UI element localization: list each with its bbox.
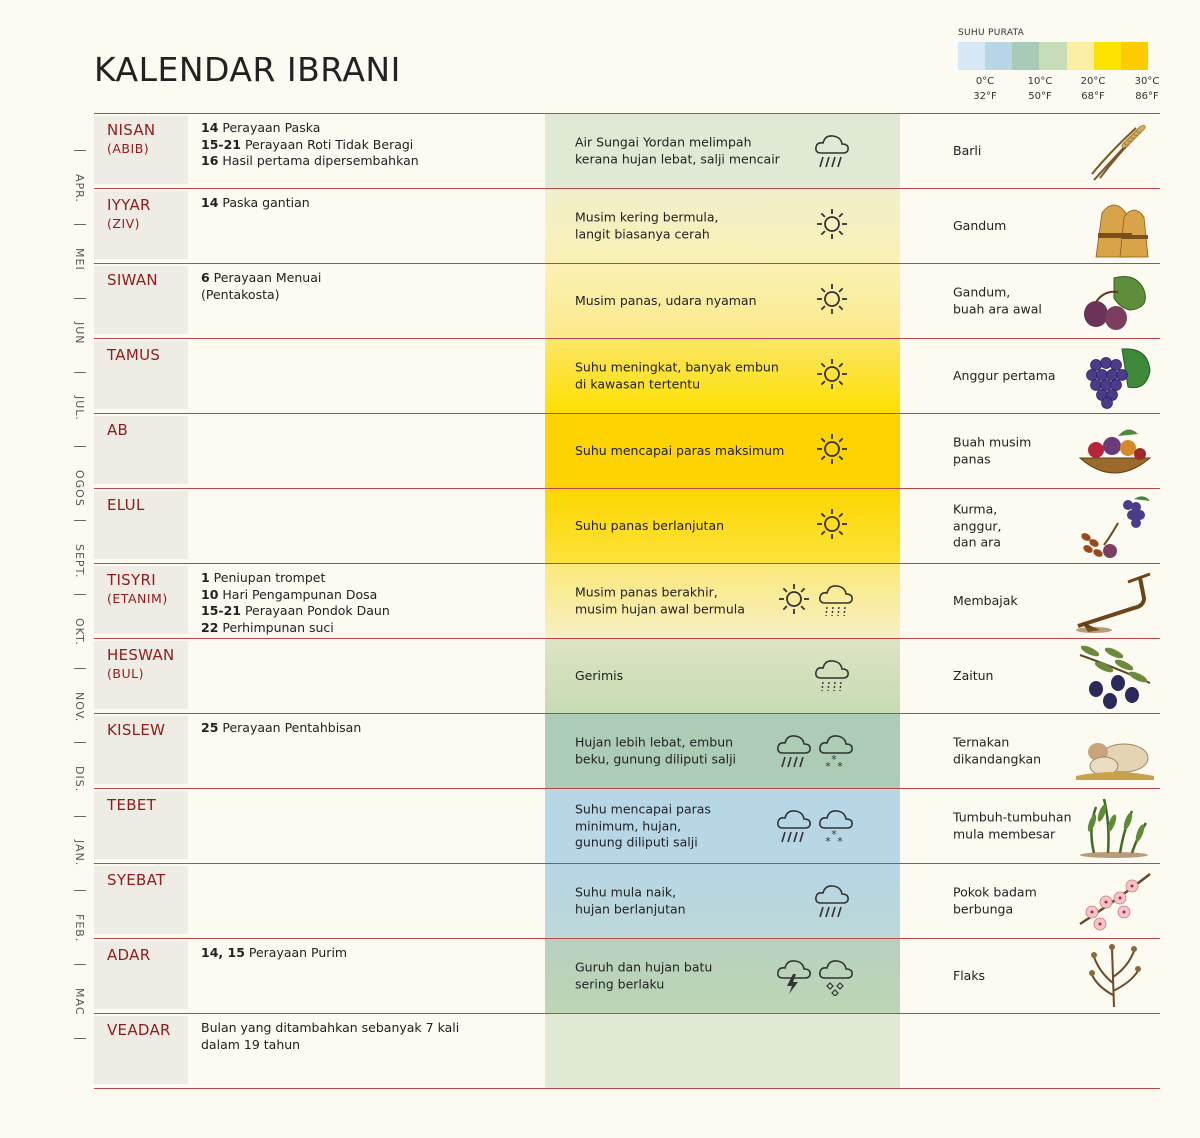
- event-text: Hari Pengampunan Dosa: [218, 586, 378, 602]
- harvest-line: anggur,: [953, 517, 1002, 533]
- weather-icons: [774, 789, 894, 863]
- hebrew-month-name: IYYAR: [107, 196, 151, 214]
- axis-tick: [74, 890, 86, 891]
- axis-tick: [74, 446, 86, 447]
- svg-text:*: *: [831, 828, 837, 841]
- harvest-activity: [953, 668, 1093, 685]
- event-text: Peniupan trompet: [209, 570, 326, 585]
- barley-icon: [1074, 118, 1156, 184]
- svg-text:*: *: [837, 835, 843, 846]
- month-row-heswan: [94, 638, 1160, 713]
- legend-label: 20°C 68°F: [1080, 76, 1106, 102]
- harvest-line: dan ara: [953, 534, 1001, 550]
- weather-line: Suhu mencapai paras maksimum: [575, 442, 785, 458]
- snow-icon: [818, 806, 856, 846]
- fig-icon: [1074, 268, 1156, 334]
- month-name-cell: [94, 791, 188, 859]
- harvest-activity: [953, 593, 1093, 610]
- harvest-line: Tumbuh-tumbuhan: [953, 809, 1072, 825]
- weather-icons: [774, 564, 894, 638]
- harvest-line: Pokok badam: [953, 884, 1037, 900]
- weather-icons: [774, 639, 894, 713]
- weather-line: kerana hujan lebat, salji mencair: [575, 151, 780, 166]
- hebrew-month-alt-name: (ETANIM): [107, 591, 168, 606]
- dates-icon: [1074, 493, 1156, 559]
- gregorian-month-label: DIS.: [73, 766, 86, 793]
- sun-icon: [776, 581, 814, 621]
- harvest-line: Kurma,: [953, 501, 998, 517]
- weather-line: Musim kering bermula,: [575, 209, 719, 225]
- svg-text:*: *: [825, 835, 831, 846]
- weather-line: Musim panas, udara nyaman: [575, 292, 757, 308]
- legend-label: 10°C 50°F: [1027, 76, 1053, 102]
- flax-icon: [1074, 943, 1156, 1009]
- weather-line: Guruh dan hujan batu: [575, 959, 713, 975]
- event-day: 14: [201, 120, 219, 135]
- month-row-tisyri: [94, 563, 1160, 638]
- weather-icons: [774, 489, 894, 563]
- weather-icons: [774, 714, 894, 788]
- legend-swatch: [985, 42, 1012, 70]
- axis-tick: [74, 372, 86, 373]
- weather-description: [575, 210, 785, 243]
- event-line: [201, 137, 531, 154]
- gregorian-month-label: FEB.: [73, 914, 86, 943]
- event-text: dalam 19 tahun: [201, 1036, 301, 1052]
- hebrew-month-name: ELUL: [107, 496, 145, 514]
- grapes-icon: [1074, 343, 1156, 409]
- hebrew-month-name: KISLEW: [107, 721, 166, 739]
- axis-tick: [74, 742, 86, 743]
- weather-line: Air Sungai Yordan melimpah: [575, 134, 752, 150]
- gregorian-month-label: MEI: [73, 248, 86, 271]
- hebrew-month-name: ADAR: [107, 946, 151, 964]
- legend-swatch: [1067, 42, 1094, 70]
- weather-icons: [774, 114, 894, 188]
- festival-events: [201, 945, 531, 962]
- gregorian-month-label: OKT.: [73, 618, 86, 646]
- gregorian-month-label: NOV.: [73, 692, 86, 723]
- axis-tick: [74, 224, 86, 225]
- festival-events: [201, 1020, 531, 1053]
- harvest-line: dikandangkan: [953, 751, 1042, 766]
- axis-tick: [74, 594, 86, 595]
- event-line: [201, 120, 531, 137]
- harvest-line: Ternakan: [953, 734, 1010, 750]
- weather-icons: [774, 864, 894, 938]
- month-name-cell: [94, 716, 188, 784]
- legend-swatch: [1121, 42, 1148, 70]
- hebrew-month-alt-name: (ZIV): [107, 216, 141, 231]
- weather-icons: [774, 939, 894, 1013]
- month-name-cell: [94, 866, 188, 934]
- month-name-cell: [94, 116, 188, 184]
- weather-description: [575, 960, 785, 993]
- legend-swatch: [1094, 42, 1121, 70]
- event-line: [201, 720, 531, 737]
- gregorian-month-label: OGOS: [73, 470, 86, 507]
- harvest-activity: [953, 735, 1093, 768]
- hebrew-month-name: SYEBAT: [107, 871, 166, 889]
- sprouts-icon: [1074, 793, 1156, 859]
- event-text: Perayaan Pentahbisan: [218, 720, 362, 735]
- event-line: [201, 153, 531, 170]
- hebrew-month-name: VEADAR: [107, 1021, 171, 1039]
- harvest-activity: [953, 810, 1093, 843]
- drizzle-icon: [818, 581, 856, 621]
- fruit-basket-icon: [1074, 418, 1156, 484]
- weather-description: [575, 885, 785, 918]
- legend-swatch: [958, 42, 985, 70]
- month-row-ab: [94, 413, 1160, 488]
- axis-tick: [74, 520, 86, 521]
- weather-line: hujan berlanjutan: [575, 901, 686, 916]
- month-row-syebat: [94, 863, 1160, 938]
- legend-color-bar: [958, 42, 1148, 70]
- harvest-activity: [953, 885, 1093, 918]
- event-day: 10: [201, 586, 219, 602]
- weather-line: gunung diliputi salji: [575, 834, 698, 850]
- weather-line: beku, gunung diliputi salji: [575, 751, 737, 766]
- month-row-kislew: [94, 713, 1160, 788]
- harvest-line: berbunga: [953, 901, 1014, 916]
- month-row-tebet: [94, 788, 1160, 863]
- month-name-cell: [94, 191, 188, 259]
- month-name-cell: [94, 416, 188, 484]
- plow-icon: [1074, 568, 1156, 634]
- month-row-siwan: [94, 263, 1160, 338]
- sun-icon: [814, 356, 852, 396]
- event-text: Paska gantian: [218, 195, 310, 210]
- event-text: Perayaan Pondok Daun: [240, 603, 390, 618]
- harvest-activity: [953, 435, 1093, 468]
- event-day: 15-21: [201, 603, 241, 618]
- gregorian-month-label: JUN: [73, 322, 86, 345]
- month-name-cell: [94, 566, 188, 634]
- event-day: 25: [201, 720, 219, 735]
- axis-tick: [74, 298, 86, 299]
- month-row-elul: [94, 488, 1160, 563]
- event-line: [201, 620, 531, 637]
- harvest-line: mula membesar: [953, 826, 1056, 841]
- event-line: [201, 270, 531, 287]
- hebrew-month-alt-name: (BUL): [107, 666, 144, 681]
- svg-text:*: *: [825, 760, 831, 771]
- harvest-line: panas: [953, 451, 991, 466]
- weather-line: Gerimis: [575, 667, 624, 683]
- weather-line: Suhu mula naik,: [575, 884, 677, 900]
- weather-icons: [774, 264, 894, 338]
- gregorian-month-label: JUL.: [73, 396, 86, 421]
- weather-description: [575, 801, 785, 851]
- month-name-cell: [94, 941, 188, 1009]
- legend-swatch: [1039, 42, 1066, 70]
- weather-line: di kawasan tertentu: [575, 376, 701, 391]
- event-day: 6: [201, 270, 210, 285]
- legend-label: 0°C 32°F: [973, 76, 997, 102]
- legend-swatch: [1012, 42, 1039, 70]
- weather-description: [575, 668, 785, 685]
- gregorian-month-label: APR.: [73, 174, 86, 203]
- almond-blossom-icon: [1074, 868, 1156, 934]
- rain-icon: [776, 731, 814, 771]
- weather-description: [575, 735, 785, 768]
- axis-tick: [74, 816, 86, 817]
- weather-icons: [774, 189, 894, 263]
- page-title: KALENDAR IBRANI: [94, 50, 401, 89]
- event-line: [201, 945, 531, 962]
- event-line: [201, 287, 531, 304]
- month-name-cell: [94, 641, 188, 709]
- harvest-line: Barli: [953, 142, 982, 158]
- legend-title: SUHU PURATA: [958, 28, 1025, 38]
- snow-icon: [818, 731, 856, 771]
- weather-line: musim hujan awal bermula: [575, 601, 745, 616]
- festival-events: [201, 120, 531, 170]
- harvest-line: Flaks: [953, 967, 986, 983]
- sun-icon: [814, 281, 852, 321]
- weather-line: minimum, hujan,: [575, 817, 682, 833]
- event-day: 16: [201, 153, 219, 168]
- event-day: 14: [201, 195, 219, 210]
- rain-icon: [814, 881, 852, 921]
- harvest-line: buah ara awal: [953, 301, 1042, 316]
- rain-icon: [814, 131, 852, 171]
- event-text: Bulan yang ditambahkan sebanyak 7 kali: [201, 1020, 460, 1035]
- harvest-activity: [953, 968, 1093, 985]
- hebrew-month-name: HESWAN: [107, 646, 175, 664]
- event-line: [201, 195, 531, 212]
- gregorian-month-label: SEPT.: [73, 544, 86, 579]
- month-row-tamus: [94, 338, 1160, 413]
- event-line: [201, 603, 531, 620]
- harvest-activity: [953, 501, 1093, 551]
- temperature-band: [545, 1014, 900, 1088]
- event-text: Perayaan Menuai: [209, 270, 322, 285]
- weather-line: Suhu mencapai paras: [575, 801, 711, 817]
- weather-line: sering berlaku: [575, 976, 665, 991]
- event-text: Hasil pertama dipersembahkan: [218, 153, 419, 168]
- weather-icons: [774, 414, 894, 488]
- harvest-line: Gandum: [953, 217, 1007, 233]
- wheat-sheaf-icon: [1074, 193, 1156, 259]
- axis-tick: [74, 150, 86, 151]
- thunder-icon: [776, 956, 814, 996]
- hebrew-month-name: AB: [107, 421, 129, 439]
- event-text: (Pentakosta): [201, 286, 280, 302]
- weather-description: [575, 293, 785, 310]
- event-line: [201, 587, 531, 604]
- harvest-activity: [953, 285, 1093, 318]
- harvest-line: Gandum,: [953, 284, 1011, 300]
- month-name-cell: [94, 1016, 188, 1084]
- weather-description: [575, 360, 785, 393]
- sun-icon: [814, 431, 852, 471]
- month-row-nisan: [94, 113, 1160, 188]
- festival-events: [201, 195, 531, 212]
- event-line: [201, 570, 531, 587]
- month-row-veadar: [94, 1013, 1160, 1089]
- gregorian-month-label: MAC: [73, 988, 86, 1016]
- hebrew-month-alt-name: (ABIB): [107, 141, 150, 156]
- axis-tick: [74, 668, 86, 669]
- hebrew-month-name: SIWAN: [107, 271, 158, 289]
- month-row-iyyar: [94, 188, 1160, 263]
- svg-text:*: *: [831, 753, 837, 766]
- harvest-line: Zaitun: [953, 667, 994, 683]
- month-name-cell: [94, 341, 188, 409]
- calendar-table: [94, 113, 1160, 1089]
- event-text: Perayaan Paska: [218, 120, 321, 135]
- weather-description: [575, 518, 785, 535]
- axis-tick: [74, 1038, 86, 1039]
- sun-icon: [814, 506, 852, 546]
- harvest-line: Buah musim: [953, 434, 1032, 450]
- olive-icon: [1074, 643, 1156, 709]
- month-row-adar: [94, 938, 1160, 1013]
- legend-label: 30°C 86°F: [1134, 76, 1160, 102]
- harvest-activity: [953, 218, 1093, 235]
- event-day: 22: [201, 619, 219, 635]
- weather-line: Suhu panas berlanjutan: [575, 517, 725, 533]
- harvest-line: Anggur pertama: [953, 367, 1056, 383]
- event-day: 15-21: [201, 136, 241, 152]
- harvest-line: Membajak: [953, 592, 1018, 608]
- event-day: 14, 15: [201, 945, 245, 960]
- hail-icon: [818, 956, 856, 996]
- festival-events: [201, 570, 531, 636]
- axis-tick: [74, 964, 86, 965]
- event-line: [201, 1020, 531, 1037]
- drizzle-icon: [814, 656, 852, 696]
- weather-line: Hujan lebih lebat, embun: [575, 734, 734, 750]
- month-name-cell: [94, 266, 188, 334]
- festival-events: [201, 720, 531, 737]
- event-text: Perhimpunan suci: [218, 619, 334, 635]
- weather-line: Suhu meningkat, banyak embun: [575, 359, 779, 375]
- weather-description: [575, 135, 785, 168]
- hebrew-month-name: TAMUS: [107, 346, 161, 364]
- rain-icon: [776, 806, 814, 846]
- sun-icon: [814, 206, 852, 246]
- weather-description: [575, 443, 785, 460]
- event-text: Perayaan Purim: [244, 945, 348, 960]
- weather-line: langit biasanya cerah: [575, 226, 710, 241]
- svg-text:*: *: [837, 760, 843, 771]
- harvest-activity: [953, 143, 1093, 160]
- gregorian-month-label: JAN.: [73, 840, 86, 867]
- weather-icons: [774, 339, 894, 413]
- hebrew-month-name: NISAN: [107, 121, 156, 139]
- weather-description: [575, 585, 785, 618]
- hebrew-month-name: TEBET: [107, 796, 157, 814]
- harvest-activity: [953, 368, 1093, 385]
- sheep-icon: [1074, 718, 1156, 784]
- hebrew-month-name: TISYRI: [107, 571, 156, 589]
- event-day: 1: [201, 570, 210, 585]
- event-text: Perayaan Roti Tidak Beragi: [240, 136, 414, 152]
- event-line: [201, 1037, 531, 1054]
- temperature-legend: [958, 28, 1158, 70]
- festival-events: [201, 270, 531, 303]
- month-name-cell: [94, 491, 188, 559]
- weather-line: Musim panas berakhir,: [575, 584, 718, 600]
